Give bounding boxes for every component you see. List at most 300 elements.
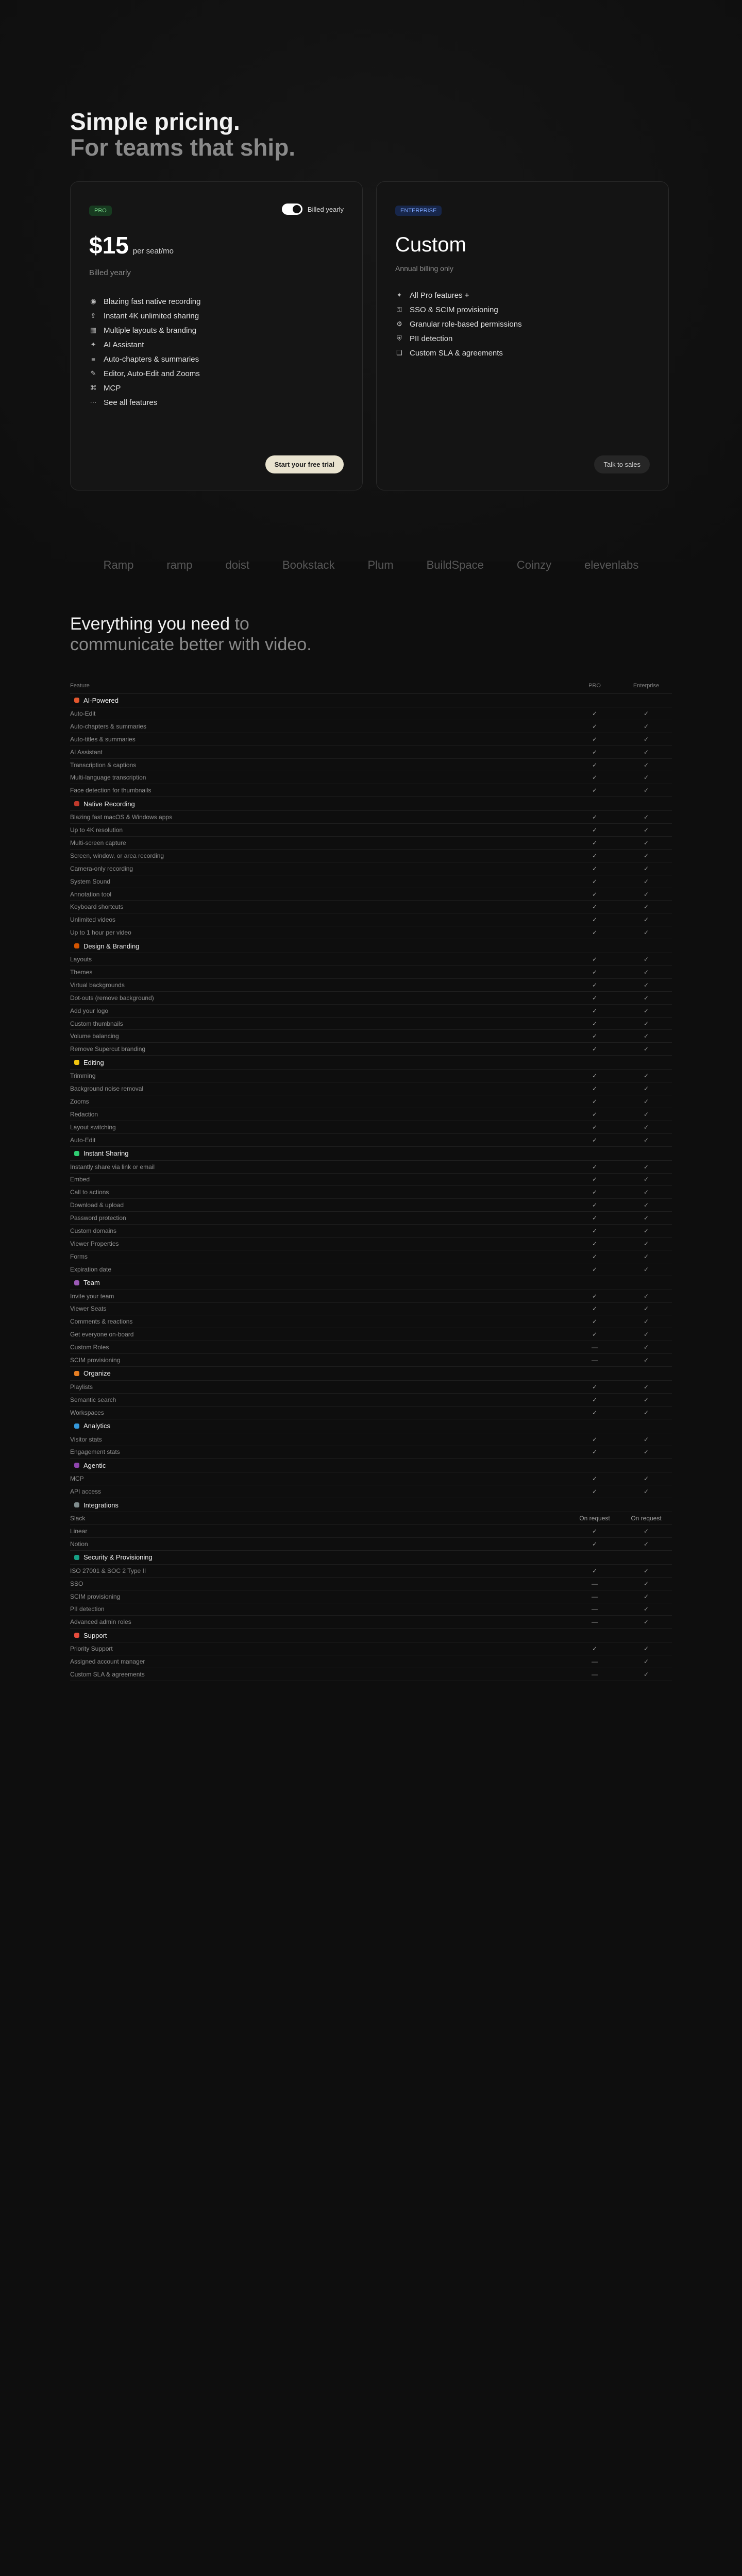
enterprise-value: ✓ <box>643 994 649 1002</box>
feature-name: Get everyone on-board <box>70 1331 134 1338</box>
feature-comparison-table <box>70 678 672 1681</box>
feature-name: Multi-language transcription <box>70 774 146 782</box>
customer-logo-strip <box>0 552 742 578</box>
category-name: Agentic <box>83 1461 106 1469</box>
table-row <box>70 1655 672 1668</box>
feature-name: Embed <box>70 1176 90 1183</box>
enterprise-value: ✓ <box>643 1318 649 1326</box>
table-row <box>70 1616 672 1629</box>
pro-value: ✓ <box>592 1435 598 1443</box>
category-name: Editing <box>83 1058 104 1066</box>
feature-name: Up to 1 hour per video <box>70 929 131 937</box>
table-row <box>70 1485 672 1498</box>
table-row <box>70 1199 672 1212</box>
category-name: Native Recording <box>83 800 135 808</box>
table-row <box>70 784 672 797</box>
feature-name: Priority Support <box>70 1645 113 1653</box>
pro-value: ✓ <box>592 956 598 963</box>
table-category <box>70 1056 672 1070</box>
feature-item <box>395 346 522 360</box>
pro-value: On request <box>579 1515 610 1522</box>
pro-value: ✓ <box>592 1331 598 1338</box>
category-name: AI-Powered <box>83 696 119 704</box>
enterprise-value: ✓ <box>643 1592 649 1600</box>
table-row <box>70 966 672 979</box>
pro-value: ✓ <box>592 903 598 911</box>
pro-value: ✓ <box>592 916 598 924</box>
chapters-icon: ≡ <box>91 355 95 363</box>
pro-value: ✓ <box>592 877 598 885</box>
enterprise-value: ✓ <box>643 1240 649 1247</box>
enterprise-value: ✓ <box>643 814 649 821</box>
table-row <box>70 850 672 862</box>
billing-toggle-label: Billed yearly <box>307 205 344 213</box>
feature-name: Comments & reactions <box>70 1318 133 1326</box>
mcp-icon: ⌘ <box>90 384 97 392</box>
enterprise-billing-note: Annual billing only <box>395 264 453 273</box>
category-name: Team <box>83 1279 100 1287</box>
table-category <box>70 1629 672 1642</box>
pro-value: ✓ <box>592 968 598 976</box>
feature-name: Blazing fast macOS & Windows apps <box>70 814 173 821</box>
enterprise-value: ✓ <box>643 1045 649 1053</box>
pro-value: ✓ <box>592 981 598 989</box>
enterprise-value: ✓ <box>643 890 649 898</box>
pro-value: ✓ <box>592 735 598 743</box>
star-icon: ✦ <box>396 291 402 299</box>
features-subheading: communicate better with video. <box>70 635 312 654</box>
feature-name: Linear <box>70 1528 88 1535</box>
feature-name: Visitor stats <box>70 1435 102 1443</box>
enterprise-value: ✓ <box>643 1567 649 1574</box>
pro-value: ✓ <box>592 1488 598 1496</box>
feature-name: Assigned account manager <box>70 1658 145 1666</box>
feature-item <box>89 381 200 395</box>
feature-name: Advanced admin roles <box>70 1618 131 1626</box>
enterprise-value: ✓ <box>643 1176 649 1183</box>
feature-name: Playlists <box>70 1383 93 1391</box>
category-dot-icon <box>74 1060 79 1065</box>
table-category <box>70 1367 672 1381</box>
col-pro: PRO <box>588 682 601 689</box>
pro-billing-note: Billed yearly <box>89 268 131 277</box>
enterprise-value: ✓ <box>643 1072 649 1080</box>
feature-text: Editor, Auto-Edit and Zooms <box>104 369 200 378</box>
feature-name: Custom Roles <box>70 1344 109 1351</box>
category-name: Design & Branding <box>83 942 140 950</box>
feature-text: Instant 4K unlimited sharing <box>104 311 199 320</box>
table-row <box>70 1472 672 1485</box>
feature-name: Custom domains <box>70 1227 117 1234</box>
table-category <box>70 1419 672 1433</box>
enterprise-plan-card <box>376 181 669 490</box>
enterprise-value: ✓ <box>643 1344 649 1351</box>
pro-value: ✓ <box>592 774 598 782</box>
enterprise-value: ✓ <box>643 877 649 885</box>
enterprise-value: ✓ <box>643 852 649 859</box>
feature-name: Themes <box>70 968 93 976</box>
category-name: Analytics <box>83 1422 111 1430</box>
feature-name: Up to 4K resolution <box>70 826 123 834</box>
table-row <box>70 1446 672 1459</box>
feature-name: Background noise removal <box>70 1085 144 1093</box>
category-dot-icon <box>74 1423 79 1429</box>
pro-value: ✓ <box>592 1292 598 1300</box>
table-row <box>70 1328 672 1341</box>
feature-name: Auto-titles & summaries <box>70 735 136 743</box>
table-row <box>70 1642 672 1655</box>
talk-to-sales-button[interactable]: Talk to sales <box>594 455 650 473</box>
table-row <box>70 913 672 926</box>
enterprise-value: ✓ <box>643 865 649 872</box>
feature-name: Transcription & captions <box>70 761 137 769</box>
enterprise-value: ✓ <box>643 1645 649 1653</box>
enterprise-value: ✓ <box>643 1331 649 1338</box>
enterprise-value: ✓ <box>643 981 649 989</box>
feature-name: ISO 27001 & SOC 2 Type II <box>70 1567 146 1574</box>
table-row <box>70 1186 672 1199</box>
pro-value: ✓ <box>592 1007 598 1014</box>
enterprise-value: ✓ <box>643 1488 649 1496</box>
pro-value: ✓ <box>592 865 598 872</box>
edit-icon: ✎ <box>90 369 96 377</box>
table-category <box>70 1459 672 1472</box>
pro-value: ✓ <box>592 1265 598 1273</box>
feature-text: See all features <box>104 398 158 407</box>
pro-value: ✓ <box>592 1240 598 1247</box>
pro-value: — <box>592 1671 598 1679</box>
category-name: Integrations <box>83 1501 119 1509</box>
pro-value: ✓ <box>592 1020 598 1027</box>
table-row <box>70 707 672 720</box>
feature-name: AI Assistant <box>70 748 103 756</box>
pro-price: $15 <box>89 232 129 259</box>
feature-name: Custom SLA & agreements <box>70 1671 145 1679</box>
enterprise-value: ✓ <box>643 1163 649 1171</box>
enterprise-value: ✓ <box>643 774 649 782</box>
pro-value: ✓ <box>592 994 598 1002</box>
agreement-icon: ❏ <box>396 349 402 357</box>
enterprise-value: ✓ <box>643 1123 649 1131</box>
table-row <box>70 1538 672 1551</box>
table-row <box>70 1082 672 1095</box>
feature-item <box>395 288 522 302</box>
features-heading-a: Everything you need <box>70 614 230 634</box>
feature-name: Notion <box>70 1540 88 1548</box>
feature-text: Auto-chapters & summaries <box>104 354 199 364</box>
pro-price-unit: per seat/mo <box>132 247 174 256</box>
enterprise-value: ✓ <box>643 709 649 717</box>
enterprise-value: ✓ <box>643 1435 649 1443</box>
pro-value: ✓ <box>592 722 598 730</box>
enterprise-feature-list <box>395 288 522 360</box>
pro-value: ✓ <box>592 1214 598 1222</box>
enterprise-value: ✓ <box>643 1110 649 1118</box>
pro-value: — <box>592 1592 598 1600</box>
page-subtitle: For teams that ship. <box>70 134 296 161</box>
feature-name: Keyboard shortcuts <box>70 903 124 911</box>
enterprise-value: ✓ <box>643 1136 649 1144</box>
lock-icon: ⚿ <box>397 306 402 313</box>
pro-value: ✓ <box>592 852 598 859</box>
table-row <box>70 1315 672 1328</box>
table-category <box>70 1147 672 1161</box>
table-row <box>70 1603 672 1616</box>
billing-toggle[interactable] <box>282 204 302 215</box>
table-row <box>70 875 672 888</box>
enterprise-value: ✓ <box>643 1671 649 1679</box>
col-feature: Feature <box>70 682 90 689</box>
enterprise-value: ✓ <box>643 1227 649 1234</box>
category-dot-icon <box>74 1371 79 1376</box>
enterprise-value: ✓ <box>643 1305 649 1313</box>
table-row <box>70 1212 672 1225</box>
share-icon: ⇪ <box>90 312 96 319</box>
feature-name: Layouts <box>70 956 92 963</box>
feature-name: Camera-only recording <box>70 865 133 872</box>
table-row <box>70 1433 672 1446</box>
pro-value: ✓ <box>592 1409 598 1416</box>
pro-value: ✓ <box>592 1567 598 1574</box>
pro-value: ✓ <box>592 1136 598 1144</box>
pro-value: ✓ <box>592 1045 598 1053</box>
enterprise-value: ✓ <box>643 956 649 963</box>
pro-value: ✓ <box>592 826 598 834</box>
enterprise-value: ✓ <box>643 968 649 976</box>
table-row <box>70 1250 672 1263</box>
feature-text: Granular role-based permissions <box>410 319 522 329</box>
category-name: Support <box>83 1631 107 1639</box>
table-category <box>70 693 672 707</box>
table-category <box>70 939 672 953</box>
category-name: Organize <box>83 1369 111 1378</box>
pro-value: ✓ <box>592 1163 598 1171</box>
feature-item <box>395 317 522 331</box>
pro-value: ✓ <box>592 1448 598 1456</box>
pricing-hero <box>0 0 742 562</box>
feature-item <box>89 395 200 410</box>
pro-value: ✓ <box>592 761 598 769</box>
feature-item <box>89 309 200 323</box>
enterprise-value: ✓ <box>643 1618 649 1626</box>
customer-logo: Coinzy <box>516 558 552 571</box>
table-row <box>70 824 672 837</box>
feature-text: Blazing fast native recording <box>104 297 201 306</box>
pro-value: — <box>592 1344 598 1351</box>
table-row <box>70 1525 672 1538</box>
table-row <box>70 1238 672 1250</box>
table-row <box>70 862 672 875</box>
pro-value: ✓ <box>592 1540 598 1548</box>
enterprise-value: ✓ <box>643 722 649 730</box>
feature-name: Screen, window, or area recording <box>70 852 164 859</box>
feature-name: System Sound <box>70 877 111 885</box>
table-row <box>70 1030 672 1043</box>
feature-name: Semantic search <box>70 1396 116 1403</box>
category-dot-icon <box>74 801 79 806</box>
enterprise-value: ✓ <box>643 1357 649 1364</box>
table-row <box>70 926 672 939</box>
feature-name: Password protection <box>70 1214 126 1222</box>
enterprise-badge: ENTERPRISE <box>395 206 442 216</box>
enterprise-value: ✓ <box>643 1658 649 1666</box>
pro-value: ✓ <box>592 1227 598 1234</box>
feature-name: Custom thumbnails <box>70 1020 123 1027</box>
pro-feature-list <box>89 294 200 410</box>
table-row <box>70 720 672 733</box>
enterprise-value: On request <box>631 1515 662 1522</box>
table-row <box>70 1225 672 1238</box>
enterprise-value: ✓ <box>643 1383 649 1391</box>
table-row <box>70 1590 672 1603</box>
pro-badge: PRO <box>89 206 112 216</box>
feature-item <box>89 366 200 381</box>
feature-name: Invite your team <box>70 1292 114 1300</box>
enterprise-value: ✓ <box>643 1214 649 1222</box>
table-row <box>70 1005 672 1018</box>
feature-text: Custom SLA & agreements <box>410 348 503 358</box>
pro-value: — <box>592 1580 598 1587</box>
feature-name: SCIM provisioning <box>70 1592 121 1600</box>
customer-logo: elevenlabs <box>584 558 639 571</box>
enterprise-value: ✓ <box>643 1605 649 1613</box>
layout-icon: ▦ <box>90 326 97 334</box>
enterprise-value: ✓ <box>643 1252 649 1260</box>
enterprise-value: ✓ <box>643 1292 649 1300</box>
enterprise-value: ✓ <box>643 1265 649 1273</box>
enterprise-value: ✓ <box>643 1448 649 1456</box>
pro-value: ✓ <box>592 1383 598 1391</box>
feature-name: Redaction <box>70 1110 98 1118</box>
table-row <box>70 953 672 966</box>
customer-logo: doist <box>225 558 249 571</box>
enterprise-value: ✓ <box>643 916 649 924</box>
pro-value: ✓ <box>592 1072 598 1080</box>
table-row <box>70 1406 672 1419</box>
feature-name: Volume balancing <box>70 1032 119 1040</box>
pro-value: ✓ <box>592 1123 598 1131</box>
table-category <box>70 797 672 811</box>
table-row <box>70 746 672 759</box>
enterprise-value: ✓ <box>643 1409 649 1416</box>
feature-name: API access <box>70 1488 102 1496</box>
table-row <box>70 1108 672 1121</box>
pro-value: ✓ <box>592 929 598 937</box>
feature-text: AI Assistant <box>104 340 144 349</box>
feature-name: Auto-chapters & summaries <box>70 722 147 730</box>
pro-value: ✓ <box>592 814 598 821</box>
feature-name: Call to actions <box>70 1189 109 1196</box>
pro-value: ✓ <box>592 1252 598 1260</box>
features-heading <box>70 614 249 634</box>
table-row <box>70 1565 672 1578</box>
feature-item <box>89 323 200 337</box>
table-row <box>70 1134 672 1147</box>
category-dot-icon <box>74 1463 79 1468</box>
feature-name: Virtual backgrounds <box>70 981 125 989</box>
pro-value: ✓ <box>592 839 598 846</box>
feature-text: MCP <box>104 383 121 393</box>
feature-name: Layout switching <box>70 1123 116 1131</box>
pro-value: ✓ <box>592 748 598 756</box>
feature-name: Remove Supercut branding <box>70 1045 146 1053</box>
pro-value: ✓ <box>592 890 598 898</box>
feature-name: Face detection for thumbnails <box>70 787 151 794</box>
table-row <box>70 1161 672 1174</box>
table-row <box>70 1578 672 1590</box>
feature-name: MCP <box>70 1475 84 1483</box>
feature-name: Workspaces <box>70 1409 104 1416</box>
table-row <box>70 1174 672 1187</box>
category-name: Security & Provisioning <box>83 1553 153 1562</box>
feature-name: Annotation tool <box>70 890 112 898</box>
enterprise-value: ✓ <box>643 1201 649 1209</box>
pro-value: ✓ <box>592 1189 598 1196</box>
feature-name: Zooms <box>70 1097 89 1105</box>
feature-item <box>89 352 200 366</box>
customer-logo: Bookstack <box>282 558 335 571</box>
feature-name: Slack <box>70 1515 86 1522</box>
table-row <box>70 888 672 901</box>
feature-name: Download & upload <box>70 1201 124 1209</box>
enterprise-value: ✓ <box>643 1007 649 1014</box>
category-dot-icon <box>74 1280 79 1285</box>
table-row <box>70 1290 672 1303</box>
feature-name: Multi-screen capture <box>70 839 126 846</box>
feature-item <box>89 337 200 352</box>
feature-name: Dot-outs (remove background) <box>70 994 154 1002</box>
shield-icon: ⛨ <box>397 334 402 342</box>
more-icon: ⋯ <box>90 398 97 406</box>
table-row <box>70 1354 672 1367</box>
enterprise-value: ✓ <box>643 761 649 769</box>
start-trial-button[interactable]: Start your free trial <box>265 455 344 473</box>
feature-name: Auto-Edit <box>70 1136 96 1144</box>
table-row <box>70 1394 672 1406</box>
customer-logo: Ramp <box>103 558 134 571</box>
features-heading-b: to <box>234 614 249 634</box>
table-row <box>70 1512 672 1525</box>
enterprise-value: ✓ <box>643 1032 649 1040</box>
enterprise-value: ✓ <box>643 903 649 911</box>
pro-value: ✓ <box>592 1097 598 1105</box>
sparkle-icon: ✦ <box>90 341 96 348</box>
table-row <box>70 1341 672 1354</box>
enterprise-value: ✓ <box>643 826 649 834</box>
feature-name: Viewer Properties <box>70 1240 119 1247</box>
table-row <box>70 759 672 772</box>
table-row <box>70 992 672 1005</box>
table-row <box>70 901 672 913</box>
category-dot-icon <box>74 1151 79 1156</box>
customer-logo: BuildSpace <box>426 558 484 571</box>
feature-name: Engagement stats <box>70 1448 120 1456</box>
enterprise-value: ✓ <box>643 1396 649 1403</box>
table-row <box>70 733 672 746</box>
pro-value: ✓ <box>592 1318 598 1326</box>
feature-name: Add your logo <box>70 1007 109 1014</box>
feature-name: Instantly share via link or email <box>70 1163 155 1171</box>
pro-value: ✓ <box>592 1475 598 1483</box>
customer-logo: Plum <box>367 558 394 571</box>
pro-value: ✓ <box>592 1201 598 1209</box>
record-icon: ◉ <box>90 297 96 305</box>
enterprise-value: ✓ <box>643 735 649 743</box>
pro-value: ✓ <box>592 1645 598 1653</box>
feature-name: SCIM provisioning <box>70 1357 121 1364</box>
table-row <box>70 979 672 992</box>
table-row <box>70 1018 672 1030</box>
